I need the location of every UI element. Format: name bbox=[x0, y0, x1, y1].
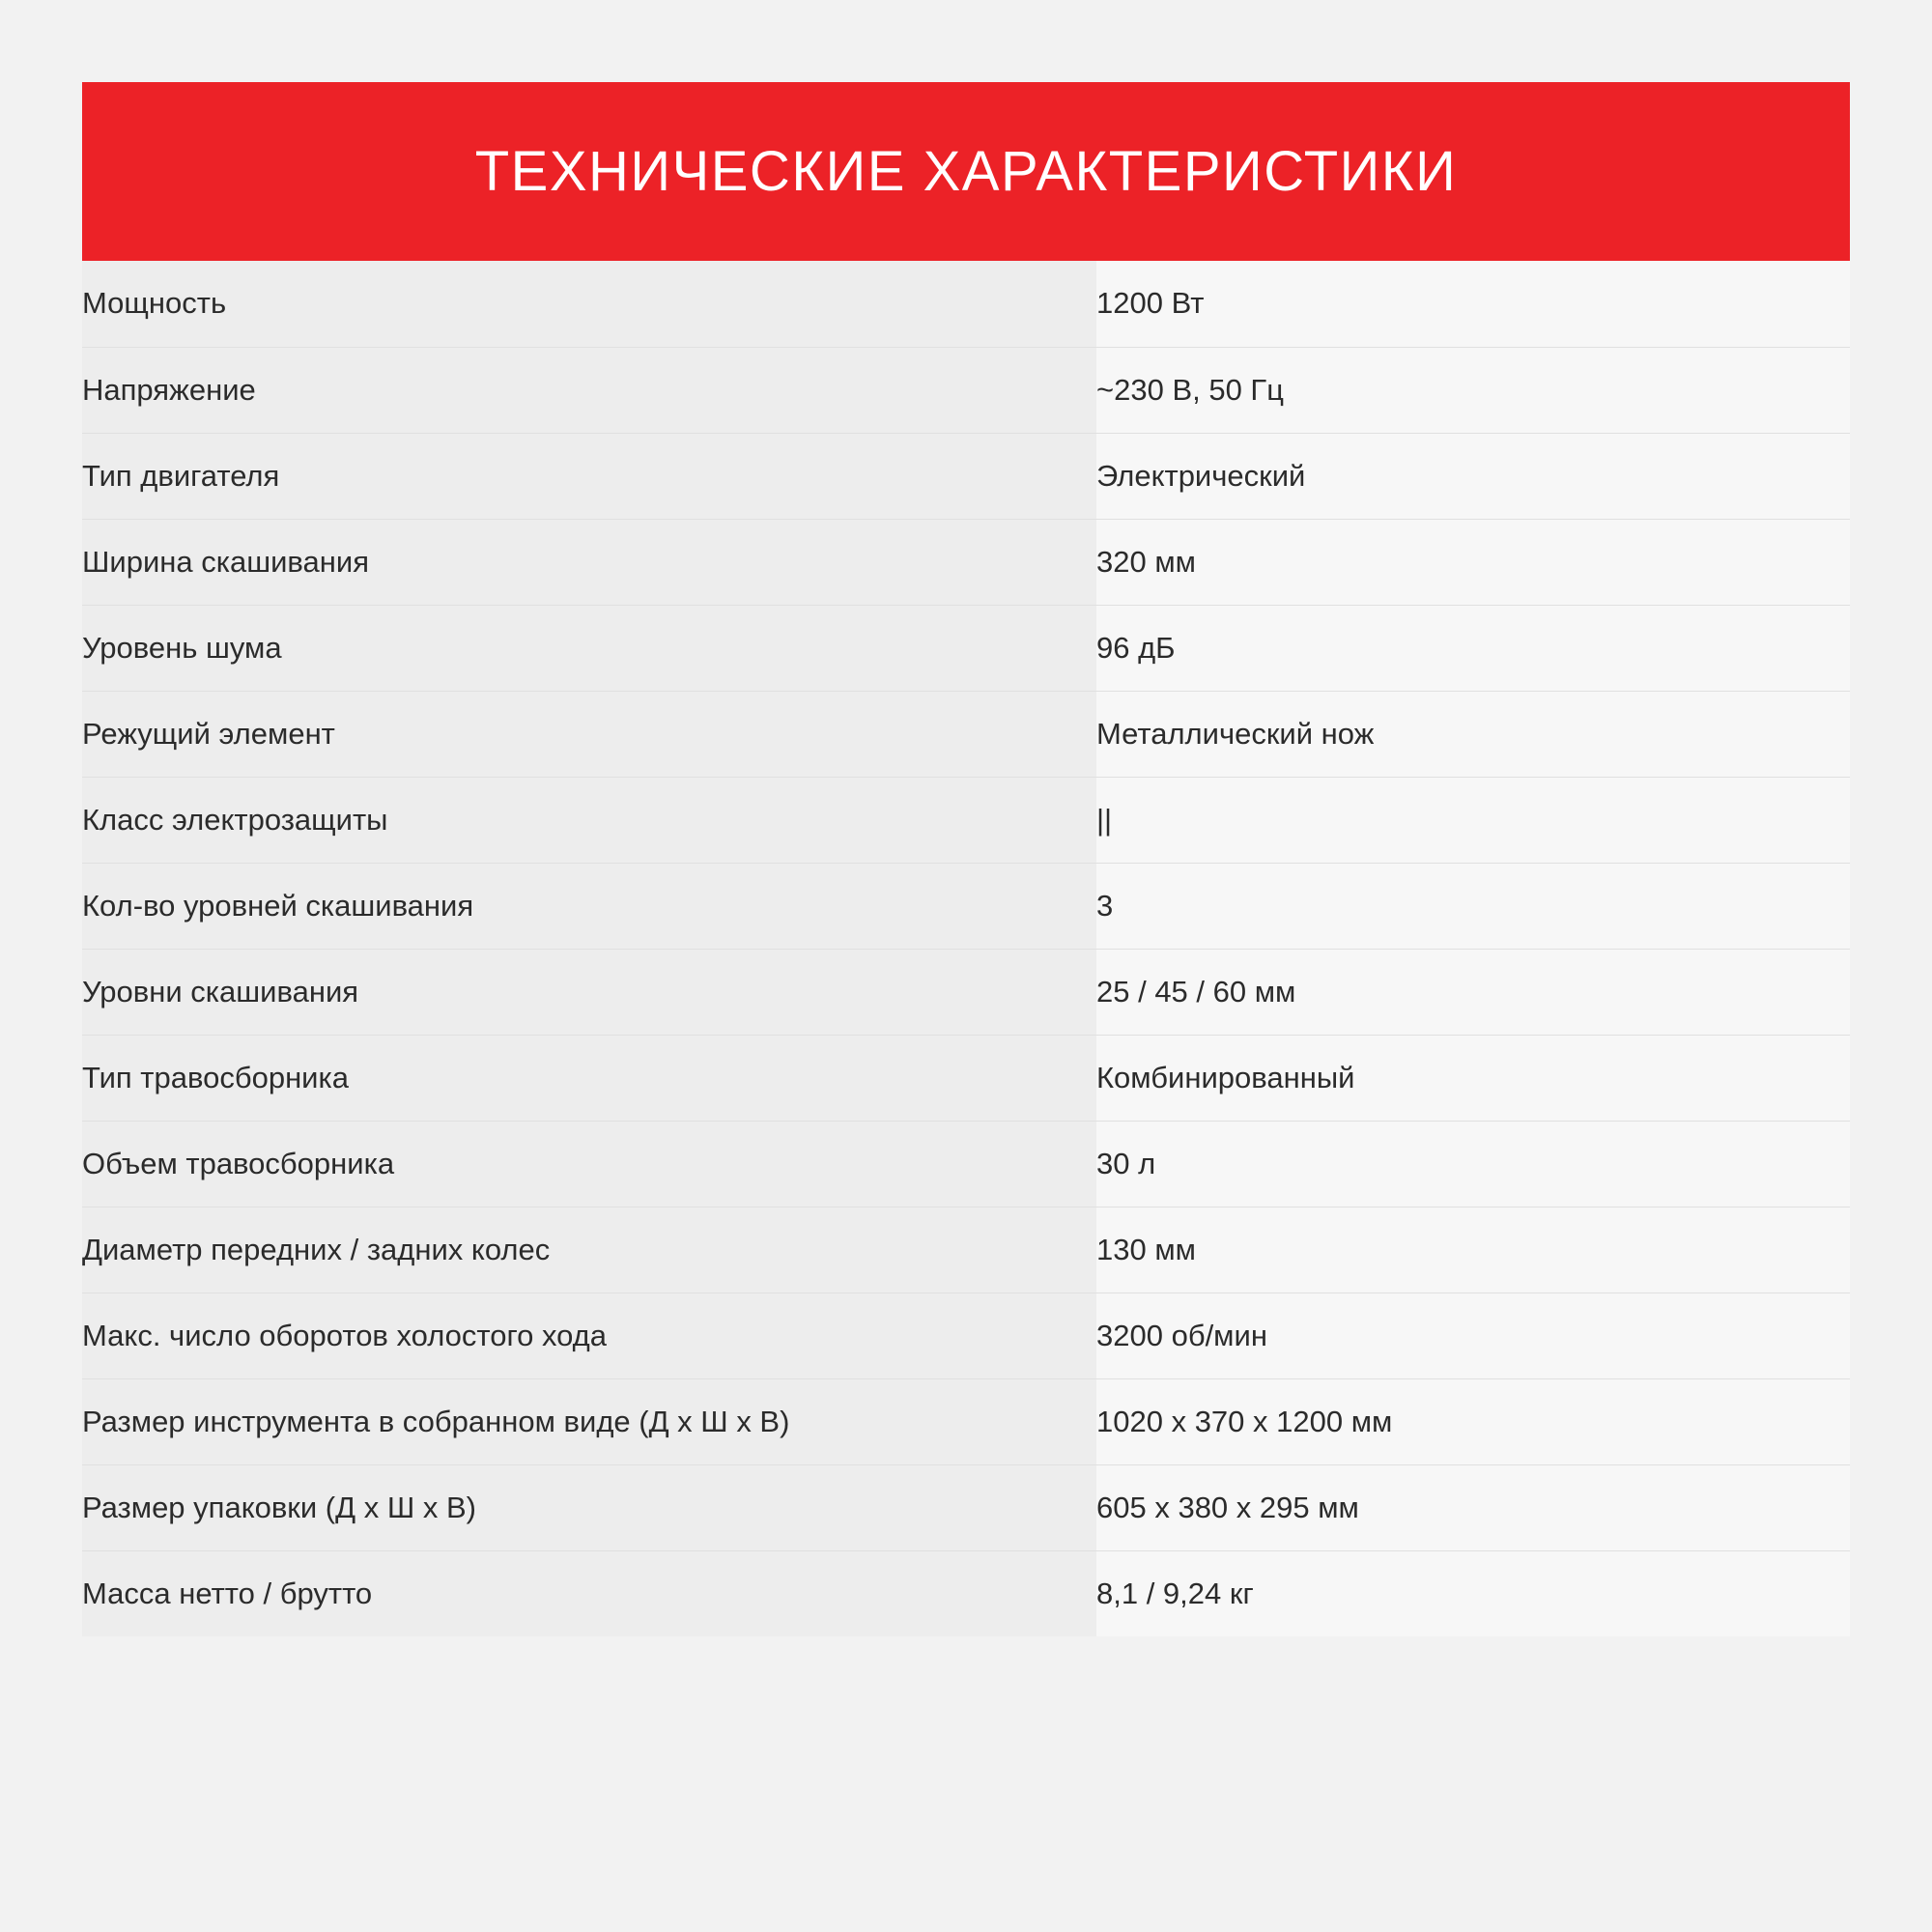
table-row bbox=[82, 1207, 1850, 1293]
spec-value: || bbox=[1096, 777, 1850, 863]
spec-value: 320 мм bbox=[1096, 519, 1850, 605]
spec-value: 3 bbox=[1096, 863, 1850, 949]
specifications-block bbox=[82, 82, 1850, 1636]
spec-label: Мощность bbox=[82, 261, 1096, 347]
spec-label: Уровни скашивания bbox=[82, 949, 1096, 1035]
table-row bbox=[82, 949, 1850, 1035]
table-row bbox=[82, 519, 1850, 605]
spec-label: Диаметр передних / задних колес bbox=[82, 1207, 1096, 1293]
table-row bbox=[82, 1550, 1850, 1636]
spec-label: Объем травосборника bbox=[82, 1121, 1096, 1207]
spec-label: Кол-во уровней скашивания bbox=[82, 863, 1096, 949]
table-row bbox=[82, 433, 1850, 519]
spec-label: Макс. число оборотов холостого хода bbox=[82, 1293, 1096, 1378]
page-title: ТЕХНИЧЕСКИЕ ХАРАКТЕРИСТИКИ bbox=[474, 139, 1458, 203]
spec-value: Комбинированный bbox=[1096, 1035, 1850, 1121]
spec-value: Металлический нож bbox=[1096, 691, 1850, 777]
spec-value: 130 мм bbox=[1096, 1207, 1850, 1293]
specifications-table bbox=[82, 261, 1850, 1636]
specifications-table-body bbox=[82, 261, 1850, 1636]
spec-label: Ширина скашивания bbox=[82, 519, 1096, 605]
table-row bbox=[82, 347, 1850, 433]
spec-value: 1020 x 370 x 1200 мм bbox=[1096, 1378, 1850, 1464]
spec-value: 3200 об/мин bbox=[1096, 1293, 1850, 1378]
table-row bbox=[82, 1464, 1850, 1550]
spec-value: ~230 В, 50 Гц bbox=[1096, 347, 1850, 433]
spec-value: Электрический bbox=[1096, 433, 1850, 519]
table-row bbox=[82, 1035, 1850, 1121]
table-row bbox=[82, 1121, 1850, 1207]
spec-label: Размер инструмента в собранном виде (Д х Ш х В) bbox=[82, 1378, 1096, 1464]
table-row bbox=[82, 1293, 1850, 1378]
spec-label: Масса нетто / брутто bbox=[82, 1550, 1096, 1636]
spec-label: Размер упаковки (Д х Ш х В) bbox=[82, 1464, 1096, 1550]
spec-value: 25 / 45 / 60 мм bbox=[1096, 949, 1850, 1035]
spec-label: Напряжение bbox=[82, 347, 1096, 433]
spec-label: Класс электрозащиты bbox=[82, 777, 1096, 863]
spec-label: Режущий элемент bbox=[82, 691, 1096, 777]
table-row bbox=[82, 691, 1850, 777]
spec-label: Тип двигателя bbox=[82, 433, 1096, 519]
specifications-header bbox=[82, 82, 1850, 261]
spec-label: Уровень шума bbox=[82, 605, 1096, 691]
table-row bbox=[82, 777, 1850, 863]
spec-value: 8,1 / 9,24 кг bbox=[1096, 1550, 1850, 1636]
spec-label: Тип травосборника bbox=[82, 1035, 1096, 1121]
spec-value: 1200 Вт bbox=[1096, 261, 1850, 347]
spec-value: 605 x 380 x 295 мм bbox=[1096, 1464, 1850, 1550]
table-row bbox=[82, 863, 1850, 949]
spec-value: 30 л bbox=[1096, 1121, 1850, 1207]
spec-value: 96 дБ bbox=[1096, 605, 1850, 691]
table-row bbox=[82, 605, 1850, 691]
table-row bbox=[82, 261, 1850, 347]
table-row bbox=[82, 1378, 1850, 1464]
